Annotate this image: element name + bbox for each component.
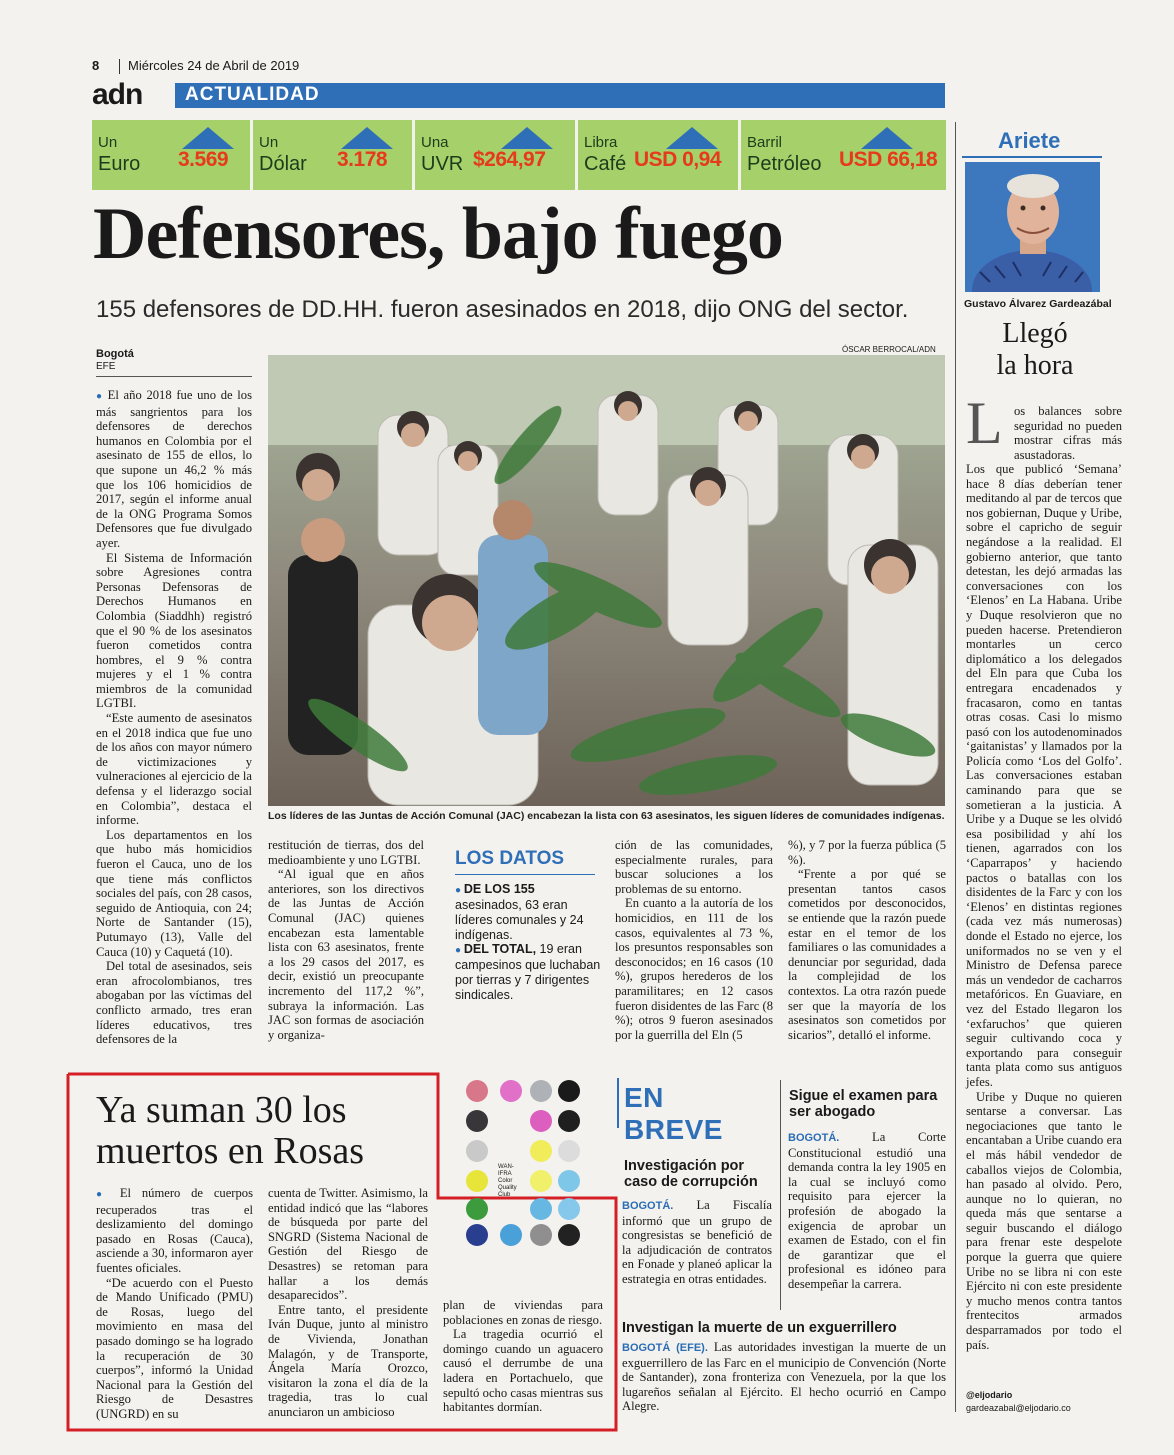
columnist-handle: @eljodario xyxy=(966,1390,1013,1400)
brief-city: BOGOTÁ. xyxy=(622,1200,674,1212)
byline-rule xyxy=(96,376,252,377)
story-paragraph: Del total de asesinados, seis eran afrocolombianos, tres abogaban por las víctimas del conflicto armado, tres eran líderes educativos, tres defensores de la xyxy=(96,959,252,1047)
ariete-tab: Ariete xyxy=(998,128,1061,153)
brief-city: BOGOTÁ (EFE). xyxy=(622,1342,708,1354)
indicator-name: Café xyxy=(584,153,627,175)
ariete-rule xyxy=(962,156,1102,158)
datos-rule xyxy=(455,874,595,875)
indicator-name: Dólar xyxy=(259,153,307,175)
indicator-name: UVR xyxy=(421,153,464,175)
page-number: 8 xyxy=(92,58,100,73)
story-paragraph: ción de las comunidades, especialmente rurales, para buscar soluciones a los problemas de su entorno. xyxy=(615,838,773,896)
story-column-5 xyxy=(788,838,946,1042)
main-photo xyxy=(268,355,945,806)
photo-caption: Los líderes de las Juntas de Acción Comunal (JAC) encabezan la lista con 63 asesinatos, les siguen líderes de comunidades indígenas. xyxy=(268,810,945,822)
page-date: Miércoles 24 de Abril de 2019 xyxy=(128,58,300,73)
datos-box xyxy=(443,840,603,1070)
rosas-column-1 xyxy=(96,1186,253,1422)
defenders-cutouts-photo xyxy=(268,355,945,806)
indicator-petroleo xyxy=(741,120,946,190)
bullet-icon: ● xyxy=(96,391,108,402)
breve-title-line1: EN xyxy=(624,1082,664,1113)
indicator-name: Petróleo xyxy=(747,153,822,175)
bullet-icon: ● xyxy=(96,1189,120,1200)
datos-item-text: 19 eran campesinos que luchaban por tierras y 7 dirigentes sindicales. xyxy=(455,942,601,1002)
ariete-lead xyxy=(1014,404,1122,462)
datos-item xyxy=(455,942,601,1003)
brief-2-title: Sigue el examen para ser abogado xyxy=(789,1088,938,1120)
header-divider xyxy=(119,59,120,74)
colorbar-label: WAN-IFRA Color Quality Club xyxy=(498,1164,517,1198)
rosas-headline: Ya suman 30 los muertos en Rosas xyxy=(96,1089,365,1172)
ariete-lead-text: os balances sobre seguridad no pueden mostrar cifras más asustadoras. xyxy=(1014,404,1122,462)
story-paragraph: %), y 7 por la fuerza pública (5 %). xyxy=(788,838,946,867)
brief-1-body xyxy=(622,1198,772,1287)
brief-text: Las autoridades investigan la muerte de un exguerrillero de las Farc en el municipio de Convención (Norte de Santander), zona fronteriza con Venezuela, por la que los lugareños señalan al Ejército. El hecho ocurrió en Campo Alegre. xyxy=(622,1340,947,1414)
rosas-column-3 xyxy=(443,1298,603,1415)
brief-divider xyxy=(780,1080,781,1310)
adn-logo: adn xyxy=(92,78,143,111)
story-paragraph: “Este aumento de asesinatos en el 2018 indica que fue uno de los años con mayor número de victimizaciones y vulneraciones al ejercicio de la defensa y el liderazgo social en Colombia”, destaca el informe. xyxy=(96,711,252,828)
main-subhead: 155 defensores de DD.HH. fueron asesinados en 2018, dijo ONG del sector. xyxy=(96,296,909,323)
byline-source: EFE xyxy=(96,361,116,372)
indicators-bar xyxy=(92,120,948,190)
ariete-paragraph: Uribe y Duque no quieren sentarse a conversar. Las negociaciones que tanto le encantaban a Uribe cuando era el más hábil vendedor de caballos viejos de Colombia, han pasado al olvido. Pero, aunque no lo quieran, no queda más que sentarse a seguir buscando el diálogo para frenar este despelote porque la guerra que quiere Uribe no se libra ni con este Ejército ni con este presidente y mucho menos contra tantos frentecitos armados desparramados por todo el país. xyxy=(966,1089,1122,1352)
story-paragraph: En cuanto a la autoría de los homicidios, en 111 de los casos, equivalentes al 73 %, los presuntos responsables son desconocidos; en 16 casos (10 %), grupos herederos de los paramilitares; en 12 casos fueron disidentes de las Farc (8 %); otros 9 fueron asesinados por la guerrilla del Eln (5 xyxy=(615,896,773,1042)
indicator-value: USD 66,18 xyxy=(839,148,938,171)
up-arrow-icon xyxy=(341,127,393,149)
story-paragraph: restitución de tierras, dos del medioambiente y uno LGTBI. xyxy=(268,838,424,867)
breve-title-line2: BREVE xyxy=(624,1114,723,1145)
columnist-name: Gustavo Álvarez Gardeazábal xyxy=(964,298,1112,310)
datos-item-lead: DEL TOTAL, xyxy=(463,942,537,956)
rosas-paragraph: Entre tanto, el presidente Iván Duque, junto al ministro de Vivienda, Jonathan Malagón, y de Transporte, Ángela María Orozco, visitaron la zona el día de la tragedia, tras lo cual anunciaron un ambicioso xyxy=(268,1302,428,1419)
indicator-value: USD 0,94 xyxy=(634,148,722,171)
story-paragraph: Los departamentos en los que hubo más homicidios fueron el Cauca, uno de los que tiene más conflictos sociales del país, con 28 casos, seguido de Antioquia, con 24; Norte de Santander (15), Putumayo (13), Valle del Cauca (10) y Caquetá (10). xyxy=(96,827,252,959)
byline-city: Bogotá xyxy=(96,348,134,360)
rosas-column-2 xyxy=(268,1186,428,1420)
up-arrow-icon xyxy=(182,127,234,149)
rosas-paragraph: La tragedia ocurrió el domingo cuando un aguacero causó el derrumbe de una ladera en Portachuelo, que sepultó ocho casas mientras sus habitantes dormían. xyxy=(443,1327,603,1415)
indicator-label: Un xyxy=(98,134,118,151)
breve-rule xyxy=(617,1078,619,1128)
up-arrow-icon xyxy=(666,127,718,149)
columnist-portrait xyxy=(965,162,1100,292)
ariete-title xyxy=(990,318,1080,382)
section-bar xyxy=(175,83,945,108)
up-arrow-icon xyxy=(501,127,553,149)
photo-credit: ÓSCAR BERROCAL/ADN xyxy=(842,345,936,354)
indicator-cafe xyxy=(578,120,741,190)
columnist-email: gardeazabal@eljodario.co xyxy=(966,1403,1071,1413)
indicator-value: $264,97 xyxy=(473,148,546,171)
main-headline: Defensores, bajo fuego xyxy=(93,193,783,275)
indicator-label: Una xyxy=(421,134,449,151)
brief-text: La Corte Constitucional estudió una demanda contra la ley 1905 en la cual se incluyó como requisito para ejercer la profesión de abogado la exigencia de aprobar un examen de Estado, con el fin de garantizar que el profesional es idóneo para desempeñar la carrera. xyxy=(788,1130,946,1291)
brief-3-body xyxy=(622,1340,946,1414)
indicator-euro xyxy=(92,120,253,190)
story-column-4 xyxy=(615,838,773,1042)
ariete-paragraph: Los que publicó ‘Semana’ hace 8 días deberían tener meditando al par de tercos que nos gobiernan, Duque y Uribe, sobre el capricho de seguir negándose a la realidad. El gobierno anterior, que tanto detestan, les dejó armadas las conversaciones con los ‘Elenos’ en La Habana. Uribe y Duque resolvieron que no pueden hacerse. Pretendieron montarles un cerco diplomático a los delegados del Eln para que Cuba los entregara encadenados y fracasaron, como en tantas otras cosas. Casi lo mismo pasó con los autodenominados ‘gaitanistas’ y llamados por la Policía como ‘Los del Golfo’. Las conversaciones estaban caminando para que se sometieran a la justicia. A Uribe y a Duque se les olvidó esa posibilidad y ahí los tienen, agarrados con los ‘Caparrapos’ y haciendo pactos o batallas con los disidentes de la Farc y con los ‘Elenos’ en distintas regiones (cada vez más numerosas) donde el Estado no ejerce, los uniformados no se ven y el Ministro de Defensa parece más un vendedor de cacharros metafóricos. En Guaviare, en vez del Estado llegaron los ‘exfaruchos’ que quieren seguir cultivando coca y exportando para conseguir tanta plata como sus antiguos jefes. xyxy=(966,462,1122,1089)
datos-title: LOS DATOS xyxy=(455,848,565,869)
brief-2-body xyxy=(788,1130,946,1292)
ariete-body xyxy=(966,462,1122,1352)
brief-3-title: Investigan la muerte de un exguerrillero xyxy=(622,1320,897,1336)
indicator-label: Libra xyxy=(584,134,618,151)
ariete-border xyxy=(955,122,956,1412)
story-paragraph: El Sistema de Información sobre Agresiones contra Personas Defensoras de Derechos Humanos en Colombia (Siaddhh) registró que el 90 % de los asesinatos fueron cometidos contra hombres, el 9 % contra mujeres y el 1 % contra miembros de la comunidad LGTBI. xyxy=(96,550,252,711)
story-paragraph: “Al igual que en años anteriores, son los directivos de las Juntas de Acción Comunal (JAC) quienes encabezan esta lamentable lista con 63 asesinatos, frente a los 29 casos del 2017, es decir, existió un preocupante incremento del 117,2 %”, subraya la información. Las JAC son formas de asociación y organiza- xyxy=(268,867,424,1042)
indicator-label: Un xyxy=(259,134,279,151)
ariete-title-line1: Llegó xyxy=(1002,318,1068,349)
datos-item-text: asesinados, 63 eran líderes comunales y 24 indígenas. xyxy=(455,898,584,942)
rosas-paragraph: cuenta de Twitter. Asimismo, la entidad indicó que las “labores de búsqueda por parte del SNGRD (Sistema Nacional de Gestión del Riesgo de Desastres) se retoman para hallar a los demás desaparecidos”. xyxy=(268,1186,428,1303)
up-arrow-icon xyxy=(861,127,913,149)
brief-text: La Fiscalía informó que un grupo de congresistas se benefició de la adjudicación de contratos en Fonade y planeó aplicar la estrategia en otras entidades. xyxy=(622,1198,772,1286)
datos-item xyxy=(455,882,601,943)
indicator-dolar xyxy=(253,120,415,190)
story-column-2 xyxy=(268,838,424,1042)
dropcap: L xyxy=(966,390,1003,456)
indicator-value: 3.178 xyxy=(337,148,388,171)
rosas-paragraph: plan de viviendas para poblaciones en zonas de riesgo. xyxy=(443,1298,603,1327)
bullet-icon: ● xyxy=(455,885,464,896)
story-paragraph: El año 2018 fue uno de los más sangrientos para los defensores de derechos humanos en Colombia por el asesinato de 155 de ellos, lo que supone un 46,2 % más que los 106 homicidios de 2017, según el informe anual de la ONG Programa Somos Defensores que fue divulgado ayer. xyxy=(96,388,252,550)
story-paragraph: “Frente a por qué se presentan tantos casos cometidos por desconocidos, se entiende que la razón puede estar en el temor de los familiares o las comunidades a denunciar por seguridad, dada la complejidad de los contextos. La otra razón puede ser que la mayoría de los asesinatos son cometidos por sicarios”, detalló el informe. xyxy=(788,867,946,1042)
story-column-1 xyxy=(96,388,252,1047)
color-quality-bar xyxy=(462,1078,582,1246)
section-label: ACTUALIDAD xyxy=(185,84,320,105)
indicator-name: Euro xyxy=(98,153,141,175)
brief-1-title: Investigación por caso de corrupción xyxy=(624,1158,758,1190)
indicator-uvr xyxy=(415,120,578,190)
bullet-icon: ● xyxy=(455,945,464,956)
brief-city: BOGOTÁ. xyxy=(788,1132,840,1144)
ariete-title-line2: la hora xyxy=(996,350,1074,381)
columnist-photo xyxy=(965,162,1100,292)
datos-item-lead: DE LOS 155 xyxy=(463,882,535,896)
rosas-paragraph: “De acuerdo con el Puesto de Mando Unificado (PMU) de Rosas, luego del movimiento en masa del pasado domingo se ha logrado la recuperación de 30 cuerpos”, informó la Unidad Nacional para la Gestión del Riesgo de Desastres (UNGRD) en su xyxy=(96,1275,253,1421)
indicator-value: 3.569 xyxy=(178,148,229,171)
rosas-paragraph: El número de cuerpos recuperados tras el deslizamiento del domingo pasado en Rosas (Cauca), asciende a 30, informaron ayer fuentes oficiales. xyxy=(96,1186,253,1275)
indicator-label: Barril xyxy=(747,134,783,151)
